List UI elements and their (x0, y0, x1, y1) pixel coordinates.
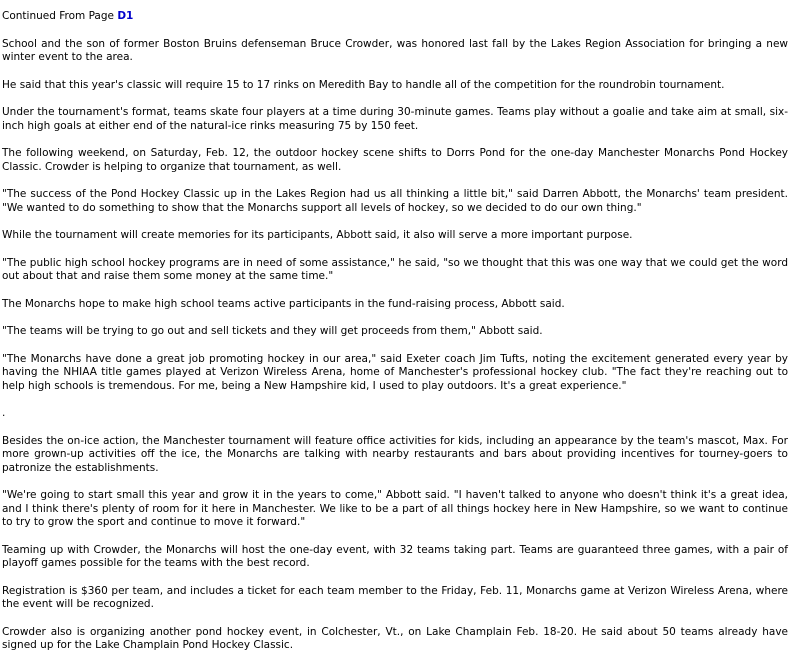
continued-prefix: Continued From Page (2, 10, 118, 22)
article-paragraph: He said that this year's classic will require 15 to 17 rinks on Meredith Bay to handle all of the competition for the roundrobin tournament. (2, 78, 725, 91)
article-paragraph: While the tournament will create memories for its participants, Abbott said, it also will serve a more important purpose. (2, 229, 633, 241)
article-paragraph: The Monarchs hope to make high school teams active participants in the fund-raising process, Abbott said. (2, 297, 565, 310)
article-paragraph: Registration is $360 per team, and includes a ticket for each team member to the Friday, Feb. 11, Monarchs game at Verizon Wireless Arena, where the event will be recognized. (2, 584, 788, 610)
article-paragraph: Teaming up with Crowder, the Monarchs will host the one-day event, with 32 teams taking part. Teams are guaranteed three games, with a pair of playoff games possible for the teams with the best record. (2, 543, 788, 569)
article-paragraph: "The Monarchs have done a great job promoting hockey in our area," said Exeter coach Jim Tufts, noting the excitement generated every year by having the NHIAA title games played at Verizon Wireless Arena, home of Manchester's professional hockey club. "The fact they're reaching out to help high schools is tremendous. For me, being a New Hampshire kid, I used to play outdoors. It's a great experience." (2, 352, 788, 392)
article-paragraph: Under the tournament's format, teams skate four players at a time during 30-minute games. Teams play without a goalie and take aim at small, six-inch high goals at either end of the natural-ice rinks measuring 75 by 150 feet. (2, 106, 788, 132)
article-paragraph: Crowder also is organizing another pond hockey event, in Colchester, Vt., on Lake Champlain Feb. 18-20. He said about 50 teams already have signed up for the Lake Champlain Pond Hockey Classic. (2, 625, 788, 651)
article-paragraph: "We're going to start small this year and grow it in the years to come," Abbott said. "I haven't talked to anyone who doesn't think it's a great idea, and I think there's plenty of room for it here in Manchester. We like to be a part of all things hockey here in New Hampshire, so we want to continue to try to grow the sport and continue to move it forward." (2, 489, 788, 528)
article-paragraph: "The success of the Pond Hockey Classic up in the Lakes Region had us all thinking a little bit," said Darren Abbott, the Monarchs' team president. "We wanted to do something to show that the Monarchs support all levels of hockey, so we decided to do our own thing." (2, 188, 788, 214)
article-paragraph: School and the son of former Boston Bruins defenseman Bruce Crowder, was honored last fall by the Lakes Region Association for bringing a new winter event to the area. (2, 37, 788, 63)
separator-dot: . (2, 407, 6, 419)
article-paragraph: The following weekend, on Saturday, Feb. 12, the outdoor hockey scene shifts to Dorrs Pond for the one-day Manchester Monarchs Pond Hockey Classic. Crowder is helping to organize that tournament, as well. (2, 147, 788, 173)
article-paragraph: "The public high school hockey programs are in need of some assistance," he said, "so we thought that this was one way that we could get the word out about that and raise them some money at the same time." (2, 256, 788, 282)
page-link[interactable]: D1 (117, 10, 134, 22)
article-paragraph: "The teams will be trying to go out and sell tickets and they will get proceeds from them," Abbott said. (2, 325, 543, 337)
article-paragraph: Besides the on-ice action, the Manchester tournament will feature office activities for kids, including an appearance by the team's mascot, Max. For more grown-up activities off the ice, the Monarchs are talking with nearby restaurants and bars about providing incentives for tourney-goers to patronize the establishments. (2, 434, 788, 474)
continued-line (2, 10, 788, 24)
